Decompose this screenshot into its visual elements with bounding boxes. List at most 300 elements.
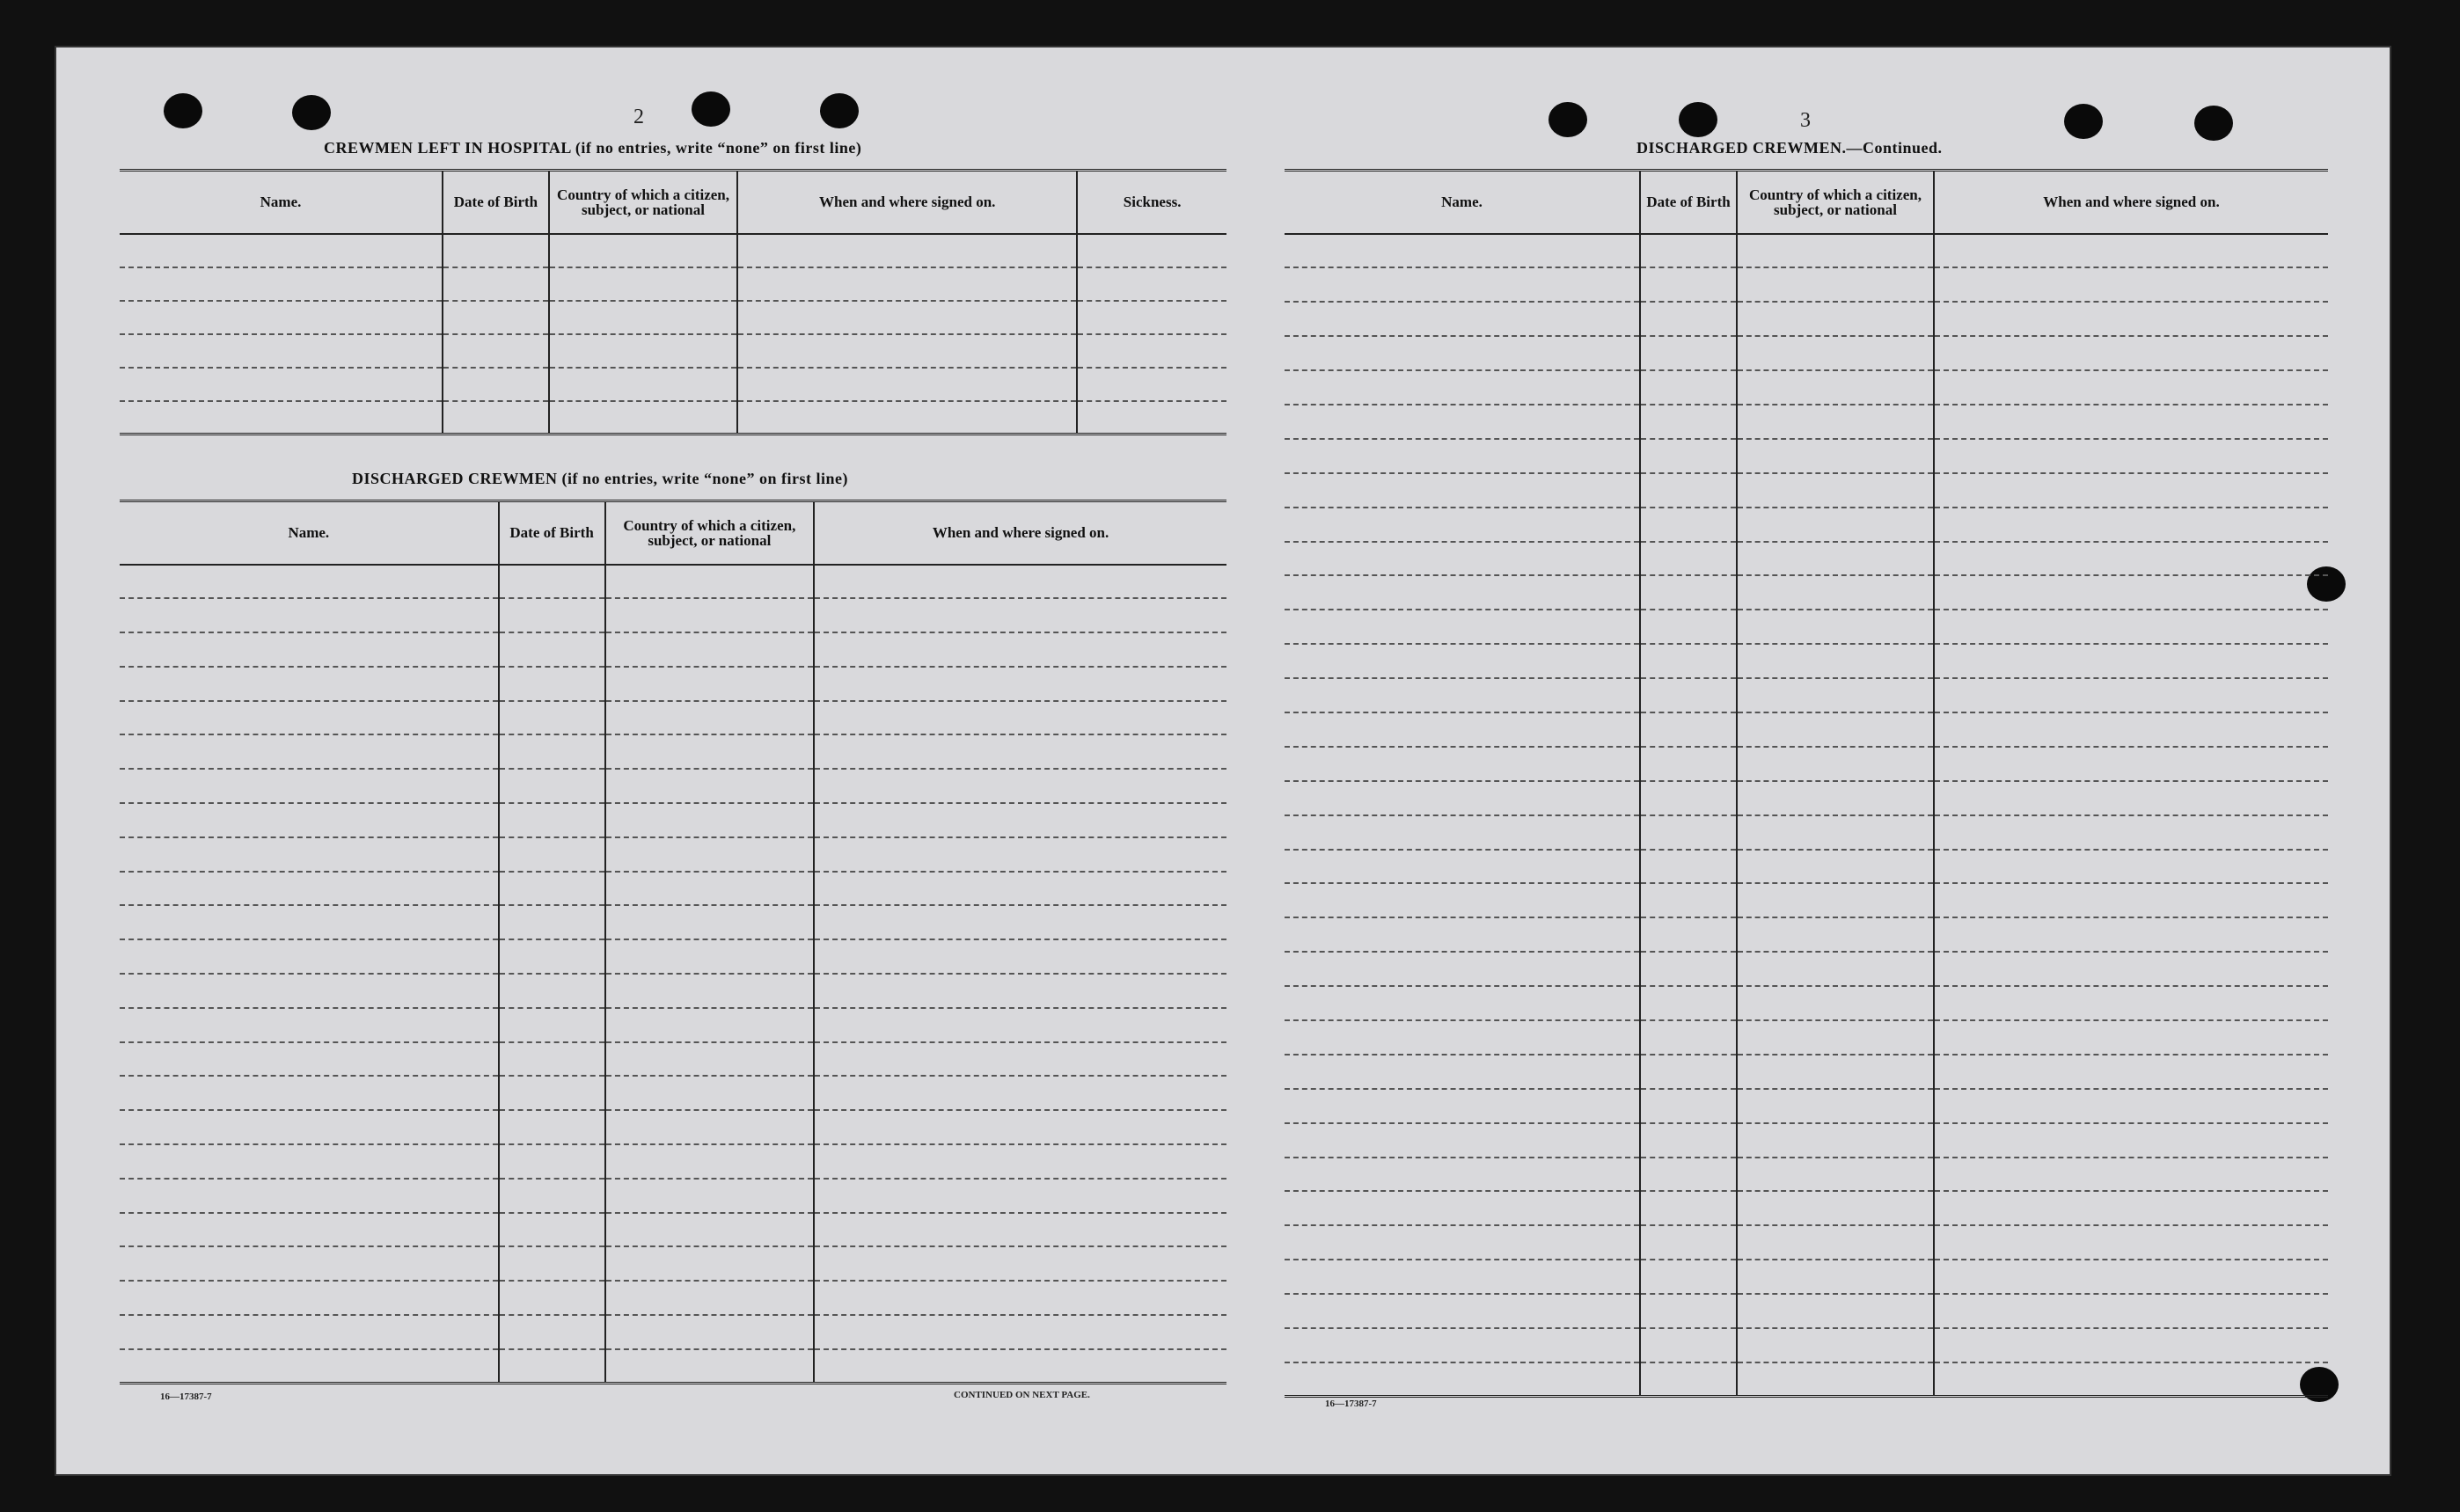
entry-cell[interactable] — [1934, 1294, 2328, 1328]
entry-cell[interactable] — [1285, 610, 1640, 644]
entry-cell[interactable] — [605, 1315, 815, 1349]
entry-cell[interactable] — [1934, 267, 2328, 302]
entry-cell[interactable] — [814, 667, 1226, 701]
entry-cell[interactable] — [1640, 575, 1737, 610]
discharged-table-right — [1285, 169, 2328, 1398]
entry-cell[interactable] — [120, 872, 499, 906]
entry-cell[interactable] — [605, 1110, 815, 1144]
entry-cell[interactable] — [443, 334, 549, 368]
entry-cell[interactable] — [120, 1315, 499, 1349]
entry-cell[interactable] — [1737, 370, 1934, 405]
entry-cell[interactable] — [1285, 1191, 1640, 1225]
entry-cell[interactable] — [443, 368, 549, 401]
entry-cell[interactable] — [1737, 1055, 1934, 1089]
entry-cell[interactable] — [499, 1042, 605, 1077]
punch-hole — [692, 91, 730, 127]
entry-cell[interactable] — [814, 1349, 1226, 1384]
entry-cell[interactable] — [1934, 473, 2328, 508]
entry-cell[interactable] — [499, 1315, 605, 1349]
entry-cell[interactable] — [1285, 1158, 1640, 1192]
entry-cell[interactable] — [549, 334, 737, 368]
entry-cell[interactable] — [1640, 815, 1737, 850]
entry-cell[interactable] — [1934, 542, 2328, 576]
entry-cell[interactable] — [737, 267, 1077, 301]
entry-cell[interactable] — [1934, 1362, 2328, 1397]
entry-cell[interactable] — [1640, 883, 1737, 917]
entry-cell[interactable] — [1640, 1260, 1737, 1294]
entry-cell[interactable] — [1285, 267, 1640, 302]
entry-cell[interactable] — [605, 701, 815, 735]
entry-cell[interactable] — [1934, 1260, 2328, 1294]
entry-cell[interactable] — [499, 1213, 605, 1247]
entry-cell[interactable] — [549, 401, 737, 435]
entry-cell[interactable] — [1285, 644, 1640, 678]
entry-cell[interactable] — [1285, 815, 1640, 850]
entry-cell[interactable] — [1737, 986, 1934, 1020]
table-row — [120, 565, 1226, 599]
punch-hole — [292, 95, 331, 130]
entry-cell[interactable] — [120, 939, 499, 974]
col-country: Country of which a citizen, subject, or national — [605, 501, 815, 565]
table-row — [1285, 1328, 2328, 1362]
entry-cell[interactable] — [1934, 644, 2328, 678]
entry-cell[interactable] — [120, 803, 499, 837]
entry-cell[interactable] — [1285, 1123, 1640, 1158]
entry-cell[interactable] — [1737, 234, 1934, 268]
entry-cell[interactable] — [443, 234, 549, 267]
entry-cell[interactable] — [1737, 508, 1934, 542]
entry-cell[interactable] — [1737, 610, 1934, 644]
entry-cell[interactable] — [1285, 883, 1640, 917]
entry-cell[interactable] — [120, 1076, 499, 1110]
entry-cell[interactable] — [120, 734, 499, 769]
entry-cell[interactable] — [605, 803, 815, 837]
entry-cell[interactable] — [1737, 267, 1934, 302]
entry-cell[interactable] — [1737, 1089, 1934, 1123]
entry-cell[interactable] — [737, 234, 1077, 267]
entry-cell[interactable] — [1285, 986, 1640, 1020]
entry-cell[interactable] — [737, 301, 1077, 334]
table-row — [1285, 1362, 2328, 1397]
entry-cell[interactable] — [1934, 781, 2328, 815]
entry-cell[interactable] — [1640, 610, 1737, 644]
entry-cell[interactable] — [1934, 1191, 2328, 1225]
entry-cell[interactable] — [1934, 370, 2328, 405]
entry-cell[interactable] — [120, 769, 499, 803]
entry-cell[interactable] — [499, 837, 605, 872]
entry-cell[interactable] — [1640, 747, 1737, 781]
entry-cell[interactable] — [1285, 781, 1640, 815]
entry-cell[interactable] — [1737, 850, 1934, 884]
entry-cell[interactable] — [1934, 1158, 2328, 1192]
entry-cell[interactable] — [1285, 747, 1640, 781]
entry-cell[interactable] — [1285, 1260, 1640, 1294]
entry-cell[interactable] — [499, 974, 605, 1008]
entry-cell[interactable] — [814, 1042, 1226, 1077]
entry-cell[interactable] — [1934, 439, 2328, 473]
entry-cell[interactable] — [120, 401, 443, 435]
entry-cell[interactable] — [605, 1042, 815, 1077]
entry-cell[interactable] — [1640, 712, 1737, 747]
entry-cell[interactable] — [1934, 405, 2328, 439]
entry-cell[interactable] — [1934, 1089, 2328, 1123]
entry-cell[interactable] — [120, 368, 443, 401]
entry-cell[interactable] — [1737, 678, 1934, 712]
entry-cell[interactable] — [120, 334, 443, 368]
entry-cell[interactable] — [1285, 405, 1640, 439]
entry-cell[interactable] — [499, 939, 605, 974]
table-row — [120, 1213, 1226, 1247]
entry-cell[interactable] — [1640, 405, 1737, 439]
entry-cell[interactable] — [443, 401, 549, 435]
entry-cell[interactable] — [1737, 883, 1934, 917]
entry-cell[interactable] — [1077, 301, 1226, 334]
entry-cell[interactable] — [1285, 1225, 1640, 1260]
entry-cell[interactable] — [443, 267, 549, 301]
col-country: Country of which a citizen, subject, or national — [549, 171, 737, 234]
entry-cell[interactable] — [814, 872, 1226, 906]
entry-cell[interactable] — [1640, 644, 1737, 678]
entry-cell[interactable] — [1934, 850, 2328, 884]
entry-cell[interactable] — [1640, 302, 1737, 336]
entry-cell[interactable] — [1737, 1225, 1934, 1260]
entry-cell[interactable] — [1934, 1225, 2328, 1260]
entry-cell[interactable] — [1934, 1328, 2328, 1362]
entry-cell[interactable] — [1737, 1328, 1934, 1362]
entry-cell[interactable] — [605, 1281, 815, 1315]
table-row — [1285, 234, 2328, 268]
entry-cell[interactable] — [1640, 439, 1737, 473]
entry-cell[interactable] — [120, 234, 443, 267]
col-date-of-birth: Date of Birth — [443, 171, 549, 234]
entry-cell[interactable] — [1285, 575, 1640, 610]
entry-cell[interactable] — [814, 939, 1226, 974]
entry-cell[interactable] — [1077, 368, 1226, 401]
entry-cell[interactable] — [1934, 575, 2328, 610]
entry-cell[interactable] — [1640, 1055, 1737, 1089]
entry-cell[interactable] — [1285, 1328, 1640, 1362]
entry-cell[interactable] — [1737, 1158, 1934, 1192]
entry-cell[interactable] — [737, 368, 1077, 401]
entry-cell[interactable] — [814, 1179, 1226, 1213]
entry-cell[interactable] — [605, 667, 815, 701]
entry-cell[interactable] — [1934, 712, 2328, 747]
entry-cell[interactable] — [1077, 234, 1226, 267]
entry-cell[interactable] — [1934, 917, 2328, 952]
entry-cell[interactable] — [1640, 1294, 1737, 1328]
entry-cell[interactable] — [605, 1246, 815, 1281]
entry-cell[interactable] — [1934, 747, 2328, 781]
entry-cell[interactable] — [499, 734, 605, 769]
entry-cell[interactable] — [499, 1281, 605, 1315]
discharged-table-left — [120, 500, 1226, 1384]
entry-cell[interactable] — [605, 939, 815, 974]
entry-cell[interactable] — [1285, 370, 1640, 405]
table-row — [120, 734, 1226, 769]
entry-cell[interactable] — [1285, 678, 1640, 712]
entry-cell[interactable] — [499, 565, 605, 599]
entry-cell[interactable] — [814, 803, 1226, 837]
table-row — [120, 1246, 1226, 1281]
entry-cell[interactable] — [737, 334, 1077, 368]
entry-cell[interactable] — [120, 1281, 499, 1315]
entry-cell[interactable] — [1640, 1089, 1737, 1123]
entry-cell[interactable] — [549, 234, 737, 267]
entry-cell[interactable] — [1640, 781, 1737, 815]
entry-cell[interactable] — [1285, 1294, 1640, 1328]
entry-cell[interactable] — [814, 1213, 1226, 1247]
entry-cell[interactable] — [1934, 986, 2328, 1020]
entry-cell[interactable] — [1285, 850, 1640, 884]
table-row — [120, 401, 1226, 435]
entry-cell[interactable] — [1285, 712, 1640, 747]
entry-cell[interactable] — [814, 905, 1226, 939]
entry-cell[interactable] — [120, 837, 499, 872]
entry-cell[interactable] — [605, 598, 815, 632]
col-country: Country of which a citizen, subject, or national — [1737, 171, 1934, 234]
entry-cell[interactable] — [1640, 473, 1737, 508]
table-row — [1285, 1191, 2328, 1225]
entry-cell[interactable] — [499, 632, 605, 667]
col-when-where: When and where signed on. — [1934, 171, 2328, 234]
entry-cell[interactable] — [814, 565, 1226, 599]
entry-cell[interactable] — [1737, 952, 1934, 986]
entry-cell[interactable] — [120, 701, 499, 735]
entry-cell[interactable] — [549, 301, 737, 334]
entry-cell[interactable] — [1285, 1055, 1640, 1089]
entry-cell[interactable] — [1934, 678, 2328, 712]
entry-cell[interactable] — [1934, 302, 2328, 336]
entry-cell[interactable] — [814, 1246, 1226, 1281]
table-row — [1285, 1260, 2328, 1294]
entry-cell[interactable] — [1737, 1123, 1934, 1158]
entry-cell[interactable] — [1640, 1191, 1737, 1225]
entry-cell[interactable] — [1077, 267, 1226, 301]
entry-cell[interactable] — [605, 1179, 815, 1213]
entry-cell[interactable] — [605, 905, 815, 939]
entry-cell[interactable] — [120, 565, 499, 599]
entry-cell[interactable] — [1737, 542, 1934, 576]
table-row — [1285, 405, 2328, 439]
entry-cell[interactable] — [1934, 1020, 2328, 1055]
entry-cell[interactable] — [1737, 1020, 1934, 1055]
page-number-left: 2 — [633, 106, 644, 128]
entry-cell[interactable] — [1285, 1020, 1640, 1055]
table-row — [120, 234, 1226, 267]
entry-cell[interactable] — [1737, 712, 1934, 747]
entry-cell[interactable] — [120, 1246, 499, 1281]
entry-cell[interactable] — [120, 667, 499, 701]
table-row — [120, 974, 1226, 1008]
entry-cell[interactable] — [499, 1076, 605, 1110]
entry-cell[interactable] — [1737, 439, 1934, 473]
entry-cell[interactable] — [1640, 1123, 1737, 1158]
entry-cell[interactable] — [605, 1008, 815, 1042]
entry-cell[interactable] — [814, 734, 1226, 769]
entry-cell[interactable] — [1934, 508, 2328, 542]
entry-cell[interactable] — [1285, 542, 1640, 576]
entry-cell[interactable] — [1640, 1225, 1737, 1260]
entry-cell[interactable] — [814, 632, 1226, 667]
entry-cell[interactable] — [1285, 473, 1640, 508]
entry-cell[interactable] — [1640, 850, 1737, 884]
entry-cell[interactable] — [1737, 1191, 1934, 1225]
entry-cell[interactable] — [1285, 1089, 1640, 1123]
entry-cell[interactable] — [499, 769, 605, 803]
entry-cell[interactable] — [814, 769, 1226, 803]
entry-cell[interactable] — [499, 1246, 605, 1281]
entry-cell[interactable] — [814, 598, 1226, 632]
entry-cell[interactable] — [1640, 1328, 1737, 1362]
entry-cell[interactable] — [1640, 678, 1737, 712]
entry-cell[interactable] — [605, 1213, 815, 1247]
entry-cell[interactable] — [1737, 644, 1934, 678]
col-date-of-birth: Date of Birth — [499, 501, 605, 565]
entry-cell[interactable] — [499, 667, 605, 701]
entry-cell[interactable] — [1640, 508, 1737, 542]
entry-cell[interactable] — [1640, 1362, 1737, 1397]
entry-cell[interactable] — [1737, 302, 1934, 336]
form-number-left: 16—17387-7 — [160, 1391, 212, 1402]
entry-cell[interactable] — [1640, 1158, 1737, 1192]
table-row — [1285, 610, 2328, 644]
entry-cell[interactable] — [120, 1042, 499, 1077]
entry-cell[interactable] — [814, 1110, 1226, 1144]
entry-cell[interactable] — [120, 1213, 499, 1247]
entry-cell[interactable] — [499, 1144, 605, 1179]
entry-cell[interactable] — [499, 872, 605, 906]
entry-cell[interactable] — [1077, 334, 1226, 368]
entry-cell[interactable] — [1640, 986, 1737, 1020]
entry-cell[interactable] — [1640, 234, 1737, 268]
entry-cell[interactable] — [120, 905, 499, 939]
entry-cell[interactable] — [1737, 815, 1934, 850]
entry-cell[interactable] — [605, 632, 815, 667]
entry-cell[interactable] — [737, 401, 1077, 435]
table-row — [1285, 336, 2328, 370]
entry-cell[interactable] — [120, 1144, 499, 1179]
entry-cell[interactable] — [549, 368, 737, 401]
table-row — [1285, 1020, 2328, 1055]
entry-cell[interactable] — [499, 1110, 605, 1144]
table-row — [1285, 302, 2328, 336]
entry-cell[interactable] — [1934, 815, 2328, 850]
entry-cell[interactable] — [814, 974, 1226, 1008]
entry-cell[interactable] — [814, 1281, 1226, 1315]
entry-cell[interactable] — [499, 1349, 605, 1384]
entry-cell[interactable] — [605, 974, 815, 1008]
entry-cell[interactable] — [1737, 1362, 1934, 1397]
entry-cell[interactable] — [814, 1008, 1226, 1042]
entry-cell[interactable] — [1285, 952, 1640, 986]
entry-cell[interactable] — [605, 565, 815, 599]
entry-cell[interactable] — [499, 598, 605, 632]
entry-cell[interactable] — [120, 974, 499, 1008]
entry-cell[interactable] — [1640, 370, 1737, 405]
entry-cell[interactable] — [1640, 1020, 1737, 1055]
entry-cell[interactable] — [814, 837, 1226, 872]
entry-cell[interactable] — [1640, 952, 1737, 986]
table-row — [120, 1349, 1226, 1384]
entry-cell[interactable] — [1934, 883, 2328, 917]
entry-cell[interactable] — [120, 632, 499, 667]
entry-cell[interactable] — [120, 598, 499, 632]
entry-cell[interactable] — [1737, 405, 1934, 439]
punch-hole — [1679, 102, 1717, 137]
entry-cell[interactable] — [814, 1076, 1226, 1110]
entry-cell[interactable] — [120, 1349, 499, 1384]
entry-cell[interactable] — [605, 1076, 815, 1110]
entry-cell[interactable] — [1934, 234, 2328, 268]
entry-cell[interactable] — [443, 301, 549, 334]
entry-cell[interactable] — [1640, 267, 1737, 302]
entry-cell[interactable] — [499, 701, 605, 735]
entry-cell[interactable] — [1737, 336, 1934, 370]
entry-cell[interactable] — [1737, 917, 1934, 952]
entry-cell[interactable] — [1640, 542, 1737, 576]
table-row — [1285, 1089, 2328, 1123]
entry-cell[interactable] — [120, 267, 443, 301]
entry-cell[interactable] — [1640, 336, 1737, 370]
entry-cell[interactable] — [1934, 336, 2328, 370]
entry-cell[interactable] — [1934, 610, 2328, 644]
entry-cell[interactable] — [1934, 952, 2328, 986]
entry-cell[interactable] — [605, 769, 815, 803]
entry-cell[interactable] — [1934, 1123, 2328, 1158]
entry-cell[interactable] — [120, 1179, 499, 1213]
entry-cell[interactable] — [814, 1315, 1226, 1349]
col-sickness: Sickness. — [1077, 171, 1226, 234]
entry-cell[interactable] — [605, 837, 815, 872]
entry-cell[interactable] — [120, 301, 443, 334]
entry-cell[interactable] — [605, 1144, 815, 1179]
entry-cell[interactable] — [120, 1008, 499, 1042]
entry-cell[interactable] — [549, 267, 737, 301]
entry-cell[interactable] — [1737, 1260, 1934, 1294]
entry-cell[interactable] — [1737, 747, 1934, 781]
entry-cell[interactable] — [1285, 336, 1640, 370]
entry-cell[interactable] — [814, 1144, 1226, 1179]
table-row — [1285, 1055, 2328, 1089]
table-row — [120, 939, 1226, 974]
entry-cell[interactable] — [605, 1349, 815, 1384]
entry-cell[interactable] — [814, 701, 1226, 735]
entry-cell[interactable] — [1077, 401, 1226, 435]
discharged-section-title-right: DISCHARGED CREWMEN.—Continued. — [1636, 139, 1943, 157]
entry-cell[interactable] — [1737, 1294, 1934, 1328]
entry-cell[interactable] — [605, 734, 815, 769]
entry-cell[interactable] — [499, 1008, 605, 1042]
entry-cell[interactable] — [1285, 508, 1640, 542]
entry-cell[interactable] — [1737, 575, 1934, 610]
entry-cell[interactable] — [1285, 234, 1640, 268]
entry-cell[interactable] — [1737, 781, 1934, 815]
table-row — [120, 803, 1226, 837]
entry-cell[interactable] — [1737, 473, 1934, 508]
entry-cell[interactable] — [499, 1179, 605, 1213]
entry-cell[interactable] — [1934, 1055, 2328, 1089]
entry-cell[interactable] — [605, 872, 815, 906]
entry-cell[interactable] — [1285, 439, 1640, 473]
entry-cell[interactable] — [499, 905, 605, 939]
entry-cell[interactable] — [1285, 302, 1640, 336]
hospital-table — [120, 169, 1226, 435]
entry-cell[interactable] — [1285, 1362, 1640, 1397]
entry-cell[interactable] — [499, 803, 605, 837]
entry-cell[interactable] — [120, 1110, 499, 1144]
entry-cell[interactable] — [1285, 917, 1640, 952]
entry-cell[interactable] — [1640, 917, 1737, 952]
